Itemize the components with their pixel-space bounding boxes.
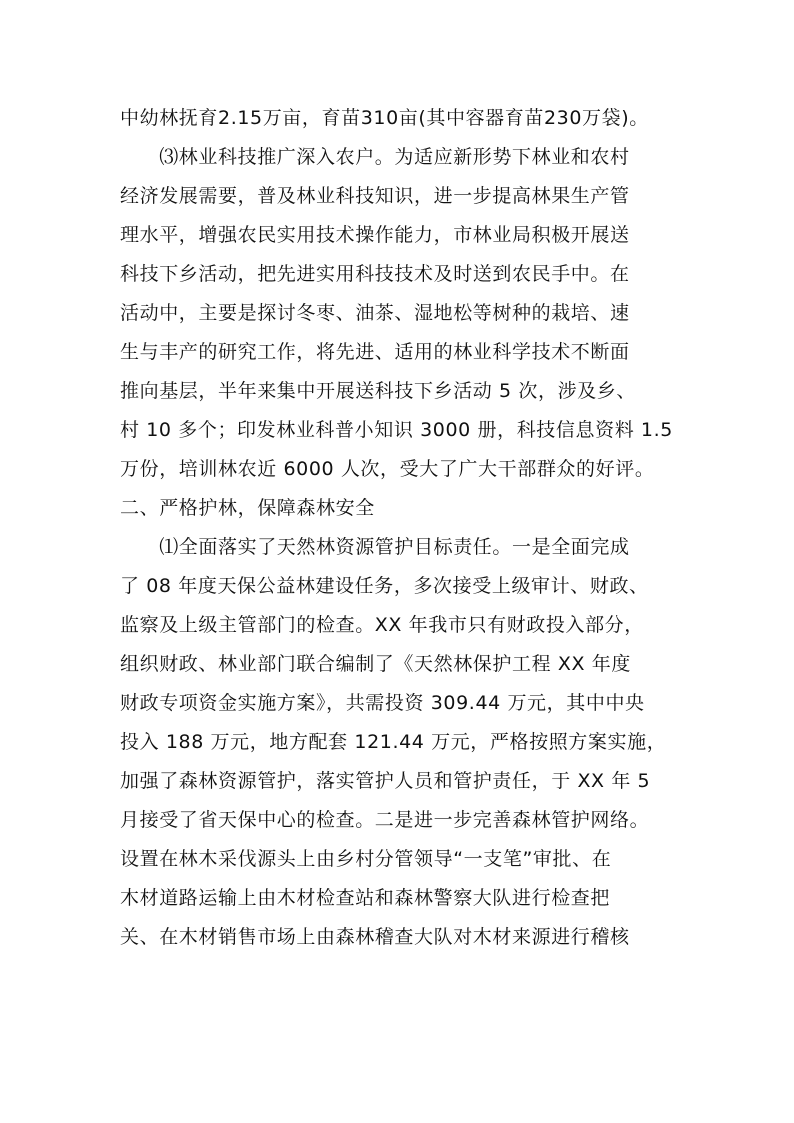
text-line: 设置在林木采伐源头上由乡村分管领导“一支笔”审批、在 <box>120 848 612 870</box>
text-line: 万份，培训林农近 6000 人次，受大了广大干部群众的好评。 <box>120 458 655 480</box>
text-line: 村 10 多个；印发林业科普小知识 3000 册，科技信息资料 1.5 <box>120 419 673 441</box>
text-line: 财政专项资金实施方案》，共需投资 309.44 万元，其中中央 <box>120 692 645 714</box>
text-line: 理水平，增强农民实用技术操作能力，市林业局积极开展送 <box>120 224 630 246</box>
paragraph-first-line: ⑴全面落实了天然林资源管护目标责任。一是全面完成 <box>120 536 630 558</box>
text-line: 科技下乡活动，把先进实用科技技术及时送到农民手中。在 <box>120 263 630 285</box>
text-line: 活动中，主要是探讨冬枣、油茶、湿地松等树种的栽培、速 <box>120 302 630 324</box>
document-body <box>120 99 686 957</box>
text-line: 月接受了省天保中心的检查。二是进一步完善森林管护网络。 <box>120 809 650 831</box>
text-line: 生与丰产的研究工作，将先进、适用的林业科学技术不断面 <box>120 341 630 363</box>
section-heading: 二、严格护林，保障森林安全 <box>120 497 375 519</box>
text-line: 了 08 年度天保公益林建设任务，多次接受上级审计、财政、 <box>120 575 649 597</box>
text-line: 监察及上级主管部门的检查。XX 年我市只有财政投入部分， <box>120 614 644 636</box>
text-line: 组织财政、林业部门联合编制了《天然林保护工程 XX 年度 <box>120 653 631 675</box>
text-line: 关、在木材销售市场上由森林稽查大队对木材来源进行稽核 <box>120 926 630 948</box>
text-line: 推向基层，半年来集中开展送科技下乡活动 5 次，涉及乡、 <box>120 380 636 402</box>
text-line: 中幼林抚育2.15万亩，育苗310亩(其中容器育苗230万袋)。 <box>120 107 649 129</box>
text-line: 投入 188 万元，地方配套 121.44 万元，严格按照方案实施， <box>120 731 667 753</box>
text-line: 木材道路运输上由木材检查站和森林警察大队进行检查把 <box>120 887 611 909</box>
text-line: 经济发展需要，普及林业科技知识，进一步提高林果生产管 <box>120 185 630 207</box>
paragraph-first-line: ⑶林业科技推广深入农户。为适应新形势下林业和农村 <box>120 146 630 168</box>
text-line: 加强了森林资源管护，落实管护人员和管护责任，于 XX 年 5 <box>120 770 651 792</box>
